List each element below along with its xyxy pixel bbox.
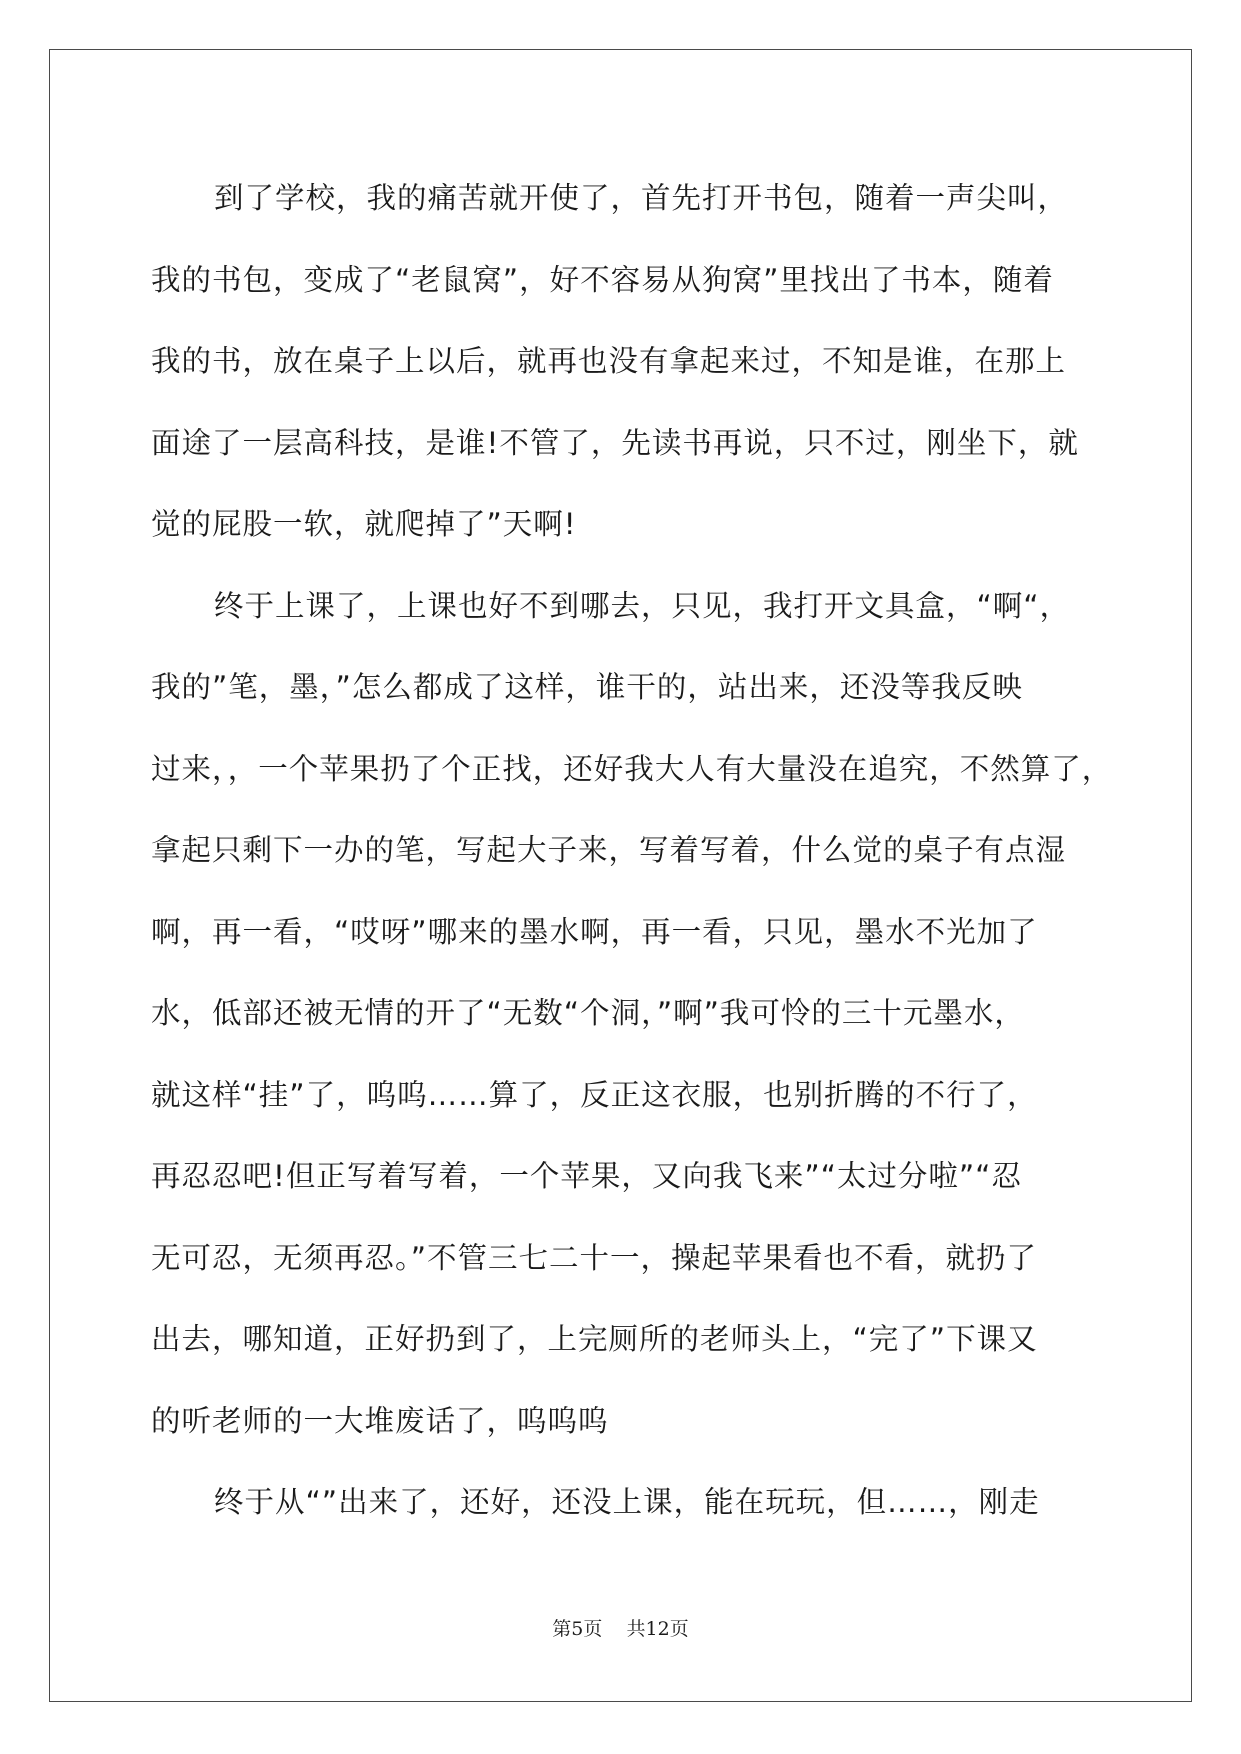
text-line: 再忍忍吧!但正写着写着，一个苹果，又向我飞来”“太过分啦”“忍: [151, 1159, 1022, 1193]
text-line: 到了学校，我的痛苦就开使了，首先打开书包，随着一声尖叫，: [214, 181, 1069, 215]
page-number: 第5页: [552, 1618, 603, 1640]
text-line: 无可忍，无须再忍。”不管三七二十一，操起苹果看也不看，就扔了: [151, 1240, 1038, 1275]
text-line: 就这样“挂”了，呜呜……算了，反正这衣服，也别折腾的不行了，: [151, 1077, 1038, 1112]
text-line: 的听老师的一大堆废话了，呜呜呜: [151, 1403, 609, 1438]
paragraph-3: [151, 1462, 1091, 1544]
paragraph-2: [151, 566, 1113, 1463]
text-line: 水，低部还被无情的开了“无数“个洞，”啊”我可怜的三十元墨水，: [151, 996, 1025, 1030]
text-line: 我的”笔，墨，”怎么都成了这样，谁干的，站出来，还没等我反映: [151, 670, 1023, 704]
page-total: 共12页: [626, 1618, 689, 1640]
page-footer: [0, 1614, 1241, 1641]
text-line: 觉的屁股一软，就爬掉了”天啊!: [151, 507, 577, 541]
paragraph-1: [151, 158, 1091, 566]
text-line: 啊，再一看，“哎呀”哪来的墨水啊，再一看，只见，墨水不光加了: [151, 914, 1038, 949]
text-line: 我的书，放在桌子上以后，就再也没有拿起来过，不知是谁，在那上: [151, 344, 1067, 378]
text-line: 面途了一层高科技，是谁!不管了，先读书再说，只不过，刚坐下，就: [151, 425, 1079, 460]
text-line: 出去，哪知道，正好扔到了，上完厕所的老师头上，“完了”下课又: [151, 1322, 1038, 1356]
text-line: 终于从“”出来了，还好，还没上课，能在玩玩，但……，刚走: [214, 1485, 1040, 1519]
text-line: 过来，，一个苹果扔了个正找，还好我大人有大量没在追究，不然算了，: [151, 751, 1113, 786]
text-line: 终于上课了，上课也好不到哪去，只见，我打开文具盒，“啊“，: [214, 588, 1071, 623]
text-line: 拿起只剩下一办的笔，写起大子来，写着写着，什么觉的桌子有点湿: [151, 833, 1067, 867]
text-line: 我的书包，变成了“老鼠窝”，好不容易从狗窝”里找出了书本，随着: [151, 262, 1054, 297]
document-body: [151, 158, 1113, 1544]
